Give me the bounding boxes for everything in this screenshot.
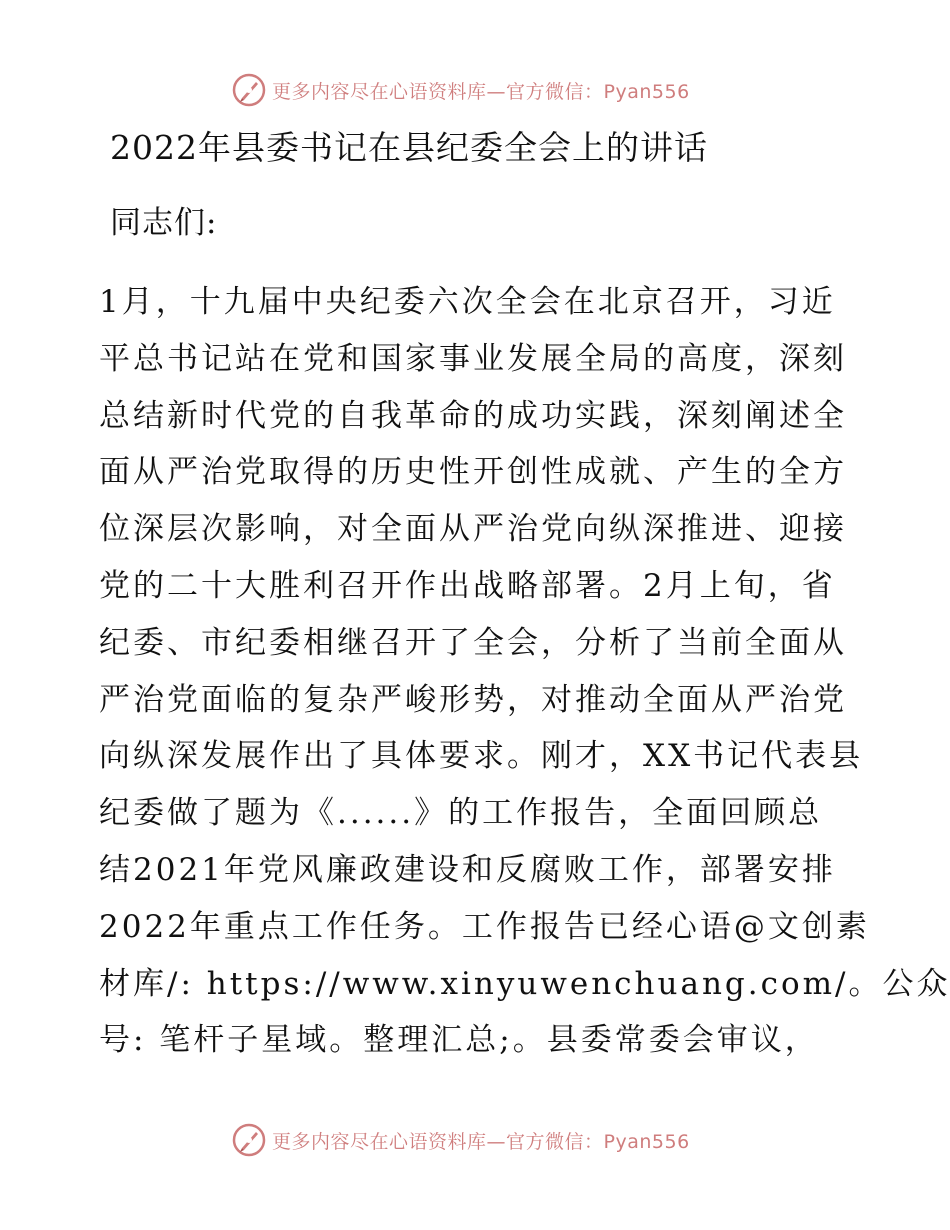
greeting: 同志们: <box>110 205 218 241</box>
body-line: 纪委做了题为《......》的工作报告，全面回顾总 <box>99 795 823 832</box>
quill-logo-icon <box>232 73 266 107</box>
body-line: 纪委、市纪委相继召开了全会，分析了当前全面从 <box>99 624 847 661</box>
body-line: 党的二十大胜利召开作出战略部署。2月上旬，省 <box>99 567 836 604</box>
body-line: 严治党面临的复杂严峻形势，对推动全面从严治党 <box>99 681 847 718</box>
body-line: 材库/: https://www.xinyuwenchuang.com/。公众 <box>99 965 950 1002</box>
body-line: 位深层次影响，对全面从严治党向纵深推进、迎接 <box>99 511 847 548</box>
body-line: 1月，十九届中央纪委六次全会在北京召开，习近 <box>99 284 836 320</box>
watermark-banner-bottom <box>232 1120 690 1160</box>
watermark-text: 更多内容尽在心语资料库—官方微信：Pyan556 <box>272 1130 690 1153</box>
body-line: 面从严治党取得的历史性开创性成就、产生的全方 <box>99 454 847 491</box>
body-line: 向纵深发展作出了具体要求。刚才，XX书记代表县 <box>99 738 864 775</box>
document-title: 2022年县委书记在县纪委全会上的讲话 <box>110 128 708 167</box>
body-text <box>99 274 950 1069</box>
quill-logo-icon <box>232 1123 266 1157</box>
body-line: 2022年重点工作任务。工作报告已经心语@文创素 <box>99 908 870 945</box>
body-line: 结2021年党风廉政建设和反腐败工作，部署安排 <box>99 851 836 888</box>
watermark-banner-top <box>232 70 690 110</box>
watermark-text: 更多内容尽在心语资料库—官方微信：Pyan556 <box>272 80 690 103</box>
body-line: 平总书记站在党和国家事业发展全局的高度，深刻 <box>99 340 847 377</box>
body-line: 总结新时代党的自我革命的成功实践，深刻阐述全 <box>99 397 847 434</box>
body-line: 号: 笔杆子星域。整理汇总;。县委常委会审议， <box>99 1022 819 1059</box>
